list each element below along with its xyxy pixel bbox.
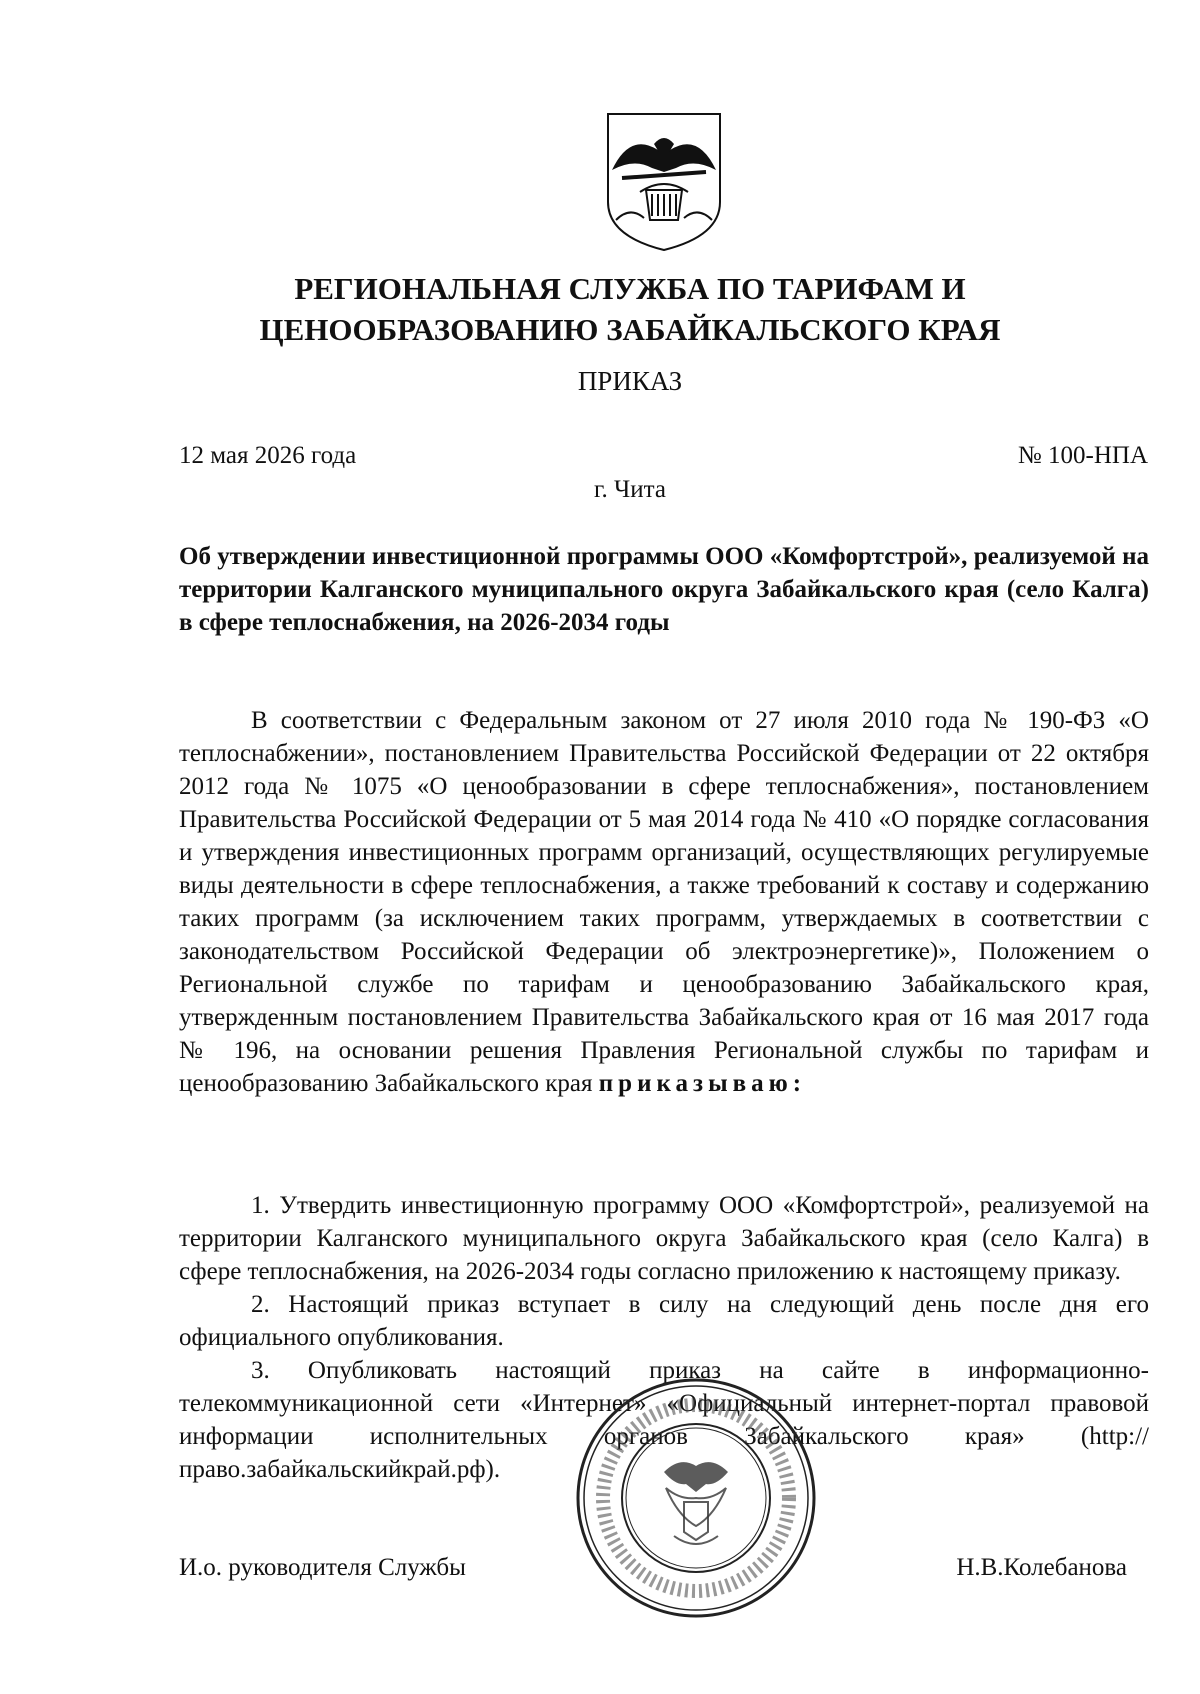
- order-item-3: 3. Опубликовать настоящий приказ на сайте в информационно-телекоммуникационной сети «Интернет» «Официальный интернет-портал правовой информации исполнительных органов Забайкальского края» (http://право.забайкальскийкрай.рф).: [179, 1357, 1149, 1483]
- order-city: г. Чита: [594, 476, 666, 503]
- order-items: [179, 1189, 1149, 1486]
- order-date: 12 мая 2026 года: [179, 442, 357, 469]
- order-number: № 100-НПА: [1017, 442, 1148, 469]
- order-title: Об утверждении инвестиционной программы ООО «Комфортстрой», реализуемой на территории Калганского муниципального округа Забайкальского края (село Калга) в сфере теплоснабжения, на 2026-2034 годы: [179, 543, 1149, 636]
- preamble-text: В соответствии с Федеральным законом от 27 июля 2010 года № 190-ФЗ «О теплоснабжении», постановлением Правительства Российской Федерации от 22 октября 2012 года № 1075 «О ценообразовании в сфере теплоснабжения», постановлением Правительства Российской Федерации от 5 мая 2014 года № 410 «О порядке согласования и утверждения инвестиционных программ организаций, осуществляющих регулируемые виды деятельности в сфере теплоснабжения, а также требований к составу и содержанию таких программ (за исключением таких программ, утверждаемых в соответствии с законодательством Российской Федерации об электроэнергетике)», Положением о Региональной службе по тарифам и ценообразованию Забайкальского края, утвержденным постановлением Правительства Забайкальского края от 16 мая 2017 года № 196, на основании решения Правления Региональной службы по тарифам и ценообразованию Забайкальского края: [179, 707, 1149, 1097]
- agency-name-line2: ЦЕНООБРАЗОВАНИЮ ЗАБАЙКАЛЬСКОГО КРАЯ: [259, 312, 1001, 347]
- preamble-paragraph: [179, 704, 1149, 1100]
- order-item-1: 1. Утвердить инвестиционную программу ООО «Комфортстрой», реализуемой на территории Калганского муниципального округа Забайкальского края (село Калга) в сфере теплоснабжения, на 2026-2034 годы согласно приложению к настоящему приказу.: [179, 1192, 1149, 1285]
- signer-position: И.о. руководителя Службы: [179, 1554, 466, 1581]
- order-keyword: приказываю:: [598, 1070, 807, 1097]
- signer-name: Н.В.Колебанова: [956, 1554, 1127, 1581]
- order-item-2: 2. Настоящий приказ вступает в силу на следующий день после дня его официального опубликования.: [179, 1291, 1149, 1351]
- coat-of-arms-icon: [602, 110, 726, 252]
- document-type: ПРИКАЗ: [577, 366, 683, 396]
- agency-name-line1: РЕГИОНАЛЬНАЯ СЛУЖБА ПО ТАРИФАМ И: [294, 271, 966, 306]
- agency-name: [180, 268, 1080, 350]
